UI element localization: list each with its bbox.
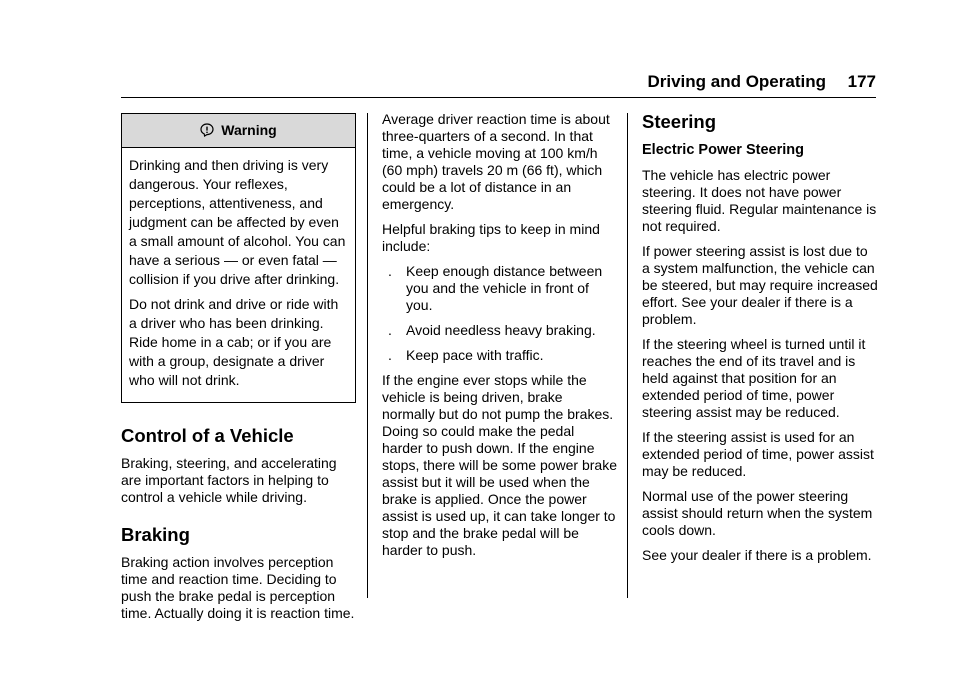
warning-header: [122, 114, 355, 148]
braking-heading: Braking: [121, 524, 190, 545]
steering-heading: Steering: [642, 111, 717, 132]
steering-paragraph: If power steering assist is lost due to a system malfunction, the vehicle can be steered, but may require increased effort. See your dealer if there is a problem.: [642, 243, 878, 327]
warning-body: [122, 148, 355, 402]
control-text: Braking, steering, and accelerating are important factors in helping to control a vehicle while driving.: [121, 455, 337, 505]
tips-intro: Helpful braking tips to keep in mind include:: [382, 221, 600, 254]
steering-subheading: Electric Power Steering: [642, 142, 804, 158]
column-divider-2: [627, 113, 628, 598]
list-item: [382, 263, 618, 314]
page-header: [0, 0, 960, 100]
bullet: .: [388, 322, 392, 338]
column-3: [642, 111, 878, 572]
list-item-text: Keep pace with traffic.: [406, 347, 544, 363]
steering-paragraph: If the steering wheel is turned until it reaches the end of its travel and is held against that position for an extended period of time, power steering assist may be reduced.: [642, 336, 866, 420]
steering-paragraph: Normal use of the power steering assist should return when the system cools down.: [642, 488, 873, 538]
bullet: .: [388, 347, 392, 363]
tips-list: [382, 263, 618, 364]
header-rule: [121, 97, 876, 98]
steering-paragraph: The vehicle has electric power steering. It does not have power steering fluid. Regular maintenance is not required.: [642, 167, 877, 234]
list-item: [382, 322, 618, 339]
reaction-text: Average driver reaction time is about three-quarters of a second. In that time, a vehicle moving at 100 km/h (60 mph) travels 20 m (66 ft), which could be a lot of distance in an emergency.: [382, 111, 610, 212]
steering-paragraph: See your dealer if there is a problem.: [642, 547, 872, 563]
page-number: 177: [847, 72, 876, 91]
column-divider-1: [367, 113, 368, 598]
warning-paragraph: Do not drink and drive or ride with a driver who has been drinking. Ride home in a cab; or if you are with a group, designate a driver who will not drink.: [129, 296, 339, 388]
bullet: .: [388, 263, 392, 279]
list-item-text: Keep enough distance between you and the vehicle in front of you.: [406, 263, 603, 313]
braking-text: Braking action involves perception time and reaction time. Deciding to push the brake pedal is perception time. Actually doing it is reaction time.: [121, 554, 355, 621]
warning-box: [121, 113, 356, 403]
control-heading: Control of a Vehicle: [121, 425, 294, 446]
steering-paragraph: If the steering assist is used for an extended period of time, power assist may be reduced.: [642, 429, 874, 479]
list-item-text: Avoid needless heavy braking.: [406, 322, 596, 338]
warning-paragraph: Drinking and then driving is very dangerous. Your reflexes, perceptions, attentiveness, and judgment can be affected by even a small amount of alcohol. You can have a serious — or even fatal — collision if you drive after drinking.: [129, 157, 346, 287]
column-1: [121, 113, 357, 630]
column-2: [382, 111, 618, 567]
warning-bubble-icon: [200, 123, 214, 137]
section-title: Driving and Operating: [647, 72, 826, 91]
list-item: [382, 347, 618, 364]
warning-title: Warning: [221, 122, 277, 138]
engine-stop-text: If the engine ever stops while the vehicle is being driven, brake normally but do not pump the brakes. Doing so could make the pedal harder to push down. If the engine stops, there will be some power brake assist but it will be used when the brake is applied. Once the power assist is used up, it can take longer to stop and the brake pedal will be harder to push.: [382, 372, 617, 558]
